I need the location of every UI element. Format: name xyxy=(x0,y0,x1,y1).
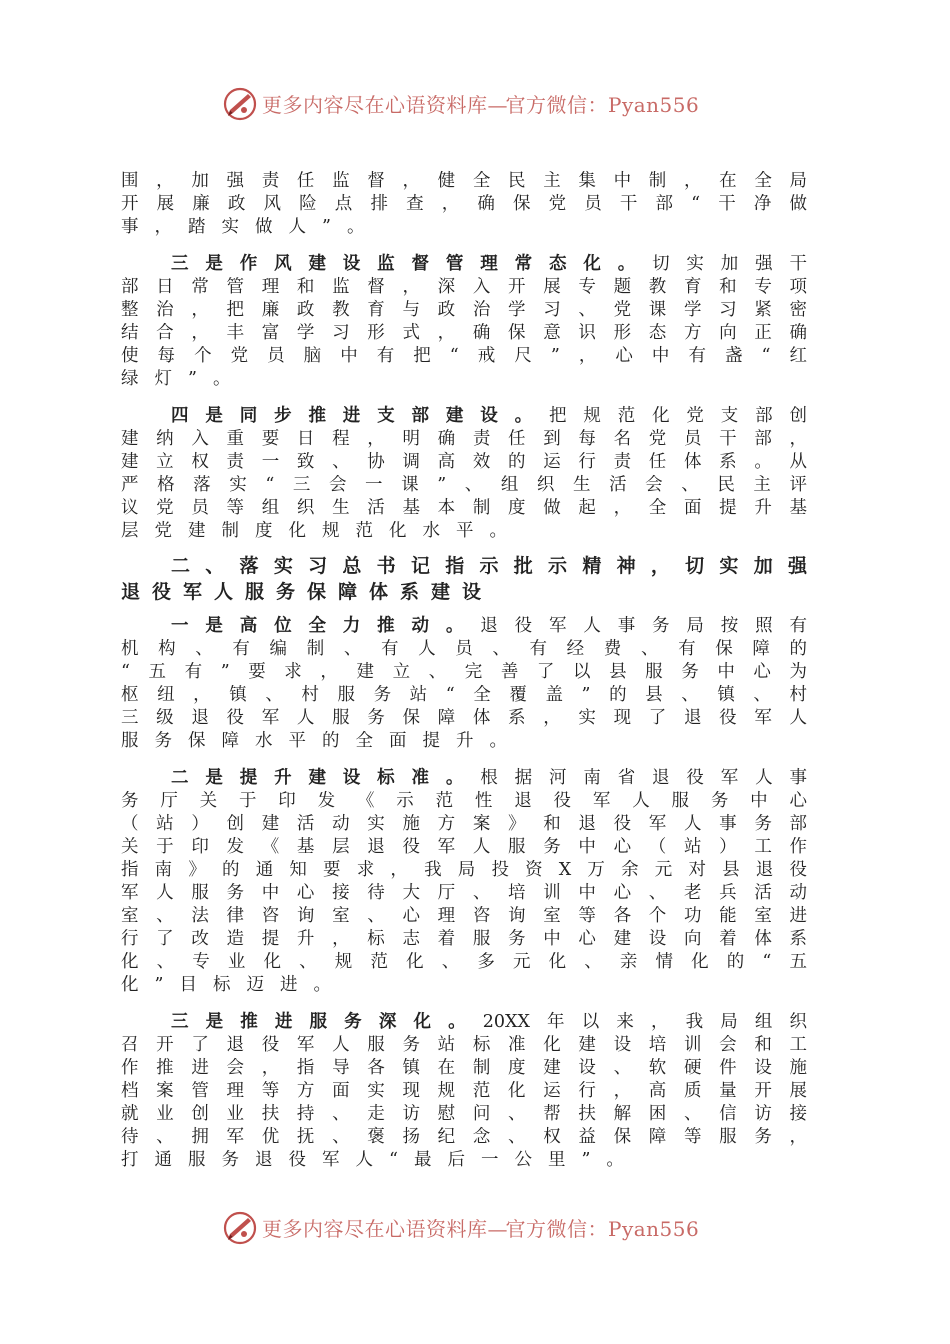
watermark-text: 更多内容尽在心语资料库—官方微信：Pyan556 xyxy=(262,1217,700,1241)
paragraph-lead: 二是提升建设标准。 xyxy=(171,768,481,788)
paragraph-branch-building: 四是同步推进支部建设。把规范化党支部创 建纳入重要日程，明确责任到每名党员干部， 建立权责一致、协调高效的运行责任体系。从 严格落实“三会一课”、组织生活会、民主评 议党员等组织生活基本制度做起，全面提升基 层党建制度化规范化水平。 xyxy=(121,406,807,541)
section-heading-2: 二、落实习总书记指示批示精神，切实加强 退役军人服务保障体系建设 xyxy=(121,555,807,603)
pen-logo-icon xyxy=(222,86,258,122)
paragraph-lead: 三是推进服务深化。 xyxy=(171,1012,483,1032)
paragraph-deepen-service: 三是推进服务深化。20XX年以来，我局组织 召开了退役军人服务站标准化建设培训会和工 作推进会，指导各镇在制度建设、软硬件设施 档案管理等方面实现规范化运行，高质量开展 就业创业扶持、走访慰问、帮扶解困、信访接 待、拥军优抚、褒扬纪念、权益保障等服务， 打通服务退役军人“最后一公里”。 xyxy=(121,1012,807,1170)
paragraph-lead: 三是作风建设监督管理常态化。 xyxy=(171,254,653,274)
paragraph-continuation: 围，加强责任监督，健全民主集中制，在全局 开展廉政风险点排查，确保党员干部“干净做 事，踏实做人”。 xyxy=(121,171,807,237)
paragraph-style-supervision: 三是作风建设监督管理常态化。切实加强干 部日常管理和监督，深入开展专题教育和专项 整治，把廉政教育与政治学习、党课学习紧密 结合，丰富学习形式，确保意识形态方向正确 使每个党员脑中有把“戒尺”，心中有盏“红 绿灯”。 xyxy=(121,254,807,389)
footer-watermark-banner xyxy=(0,1208,950,1252)
pen-logo-icon xyxy=(222,1210,258,1246)
paragraph-lead: 一是高位全力推动。 xyxy=(171,616,481,636)
paragraph-lead: 四是同步推进支部建设。 xyxy=(171,406,549,426)
paragraph-high-level-push: 一是高位全力推动。退役军人事务局按照有 机构、有编制、有人员、有经费、有保障的 “五有”要求，建立、完善了以县服务中心为 枢纽，镇、村服务站“全覆盖”的县、镇、村 三级退役军人服务保障体系，实现了退役军人 服务保障水平的全面提升。 xyxy=(121,616,807,751)
document-body xyxy=(121,170,807,1172)
header-watermark-banner xyxy=(0,84,950,128)
watermark-text: 更多内容尽在心语资料库—官方微信：Pyan556 xyxy=(262,93,700,117)
paragraph-raise-standards: 二是提升建设标准。根据河南省退役军人事 务厅关于印发《示范性退役军人服务中心 （站）创建活动实施方案》和退役军人事务部 关于印发《基层退役军人服务中心（站）工作 指南》的通知要求，我局投资X万余元对县退役 军人服务中心接待大厅、培训中心、老兵活动 室、法律咨询室、心理咨询室等各个功能室进 行了改造提升，标志着服务中心建设向着体系 化、专业化、规范化、多元化、亲情化的“五 化”目标迈进。 xyxy=(121,768,807,995)
